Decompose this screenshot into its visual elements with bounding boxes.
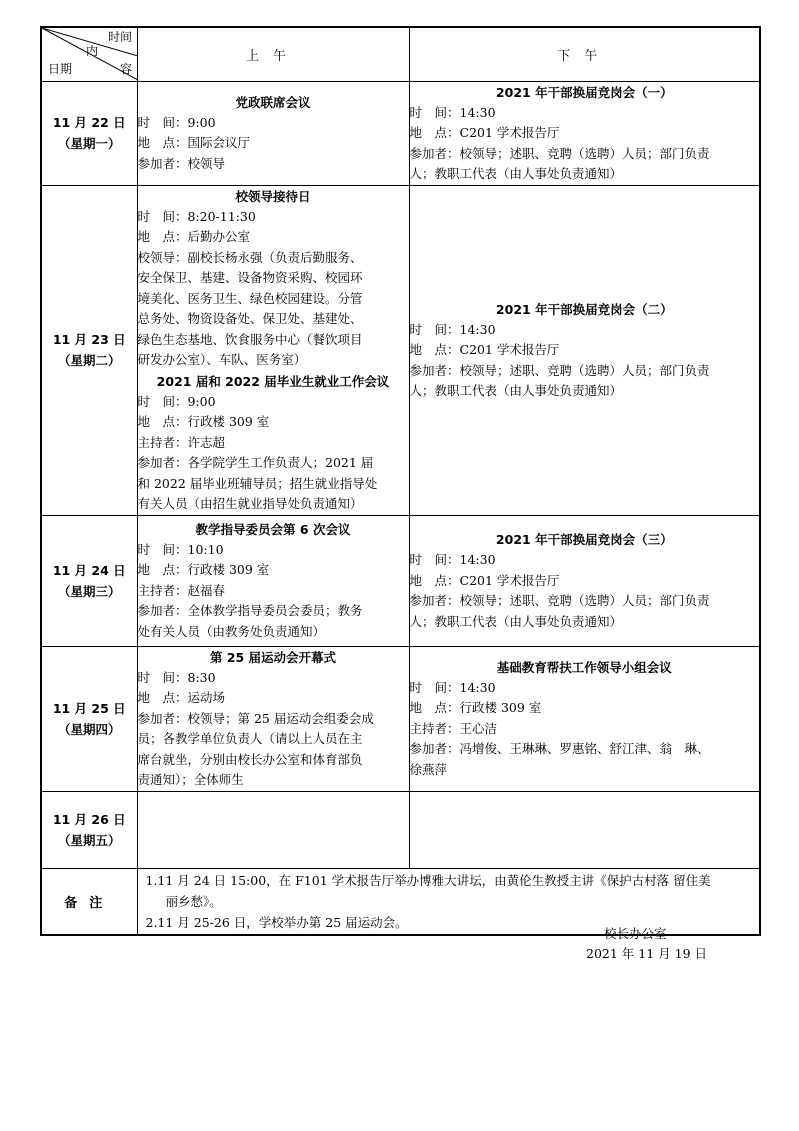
day-weekday: （星期五）: [57, 832, 121, 848]
event-detail-line: 时 间：9:00: [137, 114, 216, 130]
event-detail-line: 总务处、物资设备处、保卫处、基建处、: [137, 311, 363, 326]
afternoon-cell: [409, 646, 760, 791]
event-detail-line: 时 间：10:10: [137, 541, 224, 557]
corner-content-label-2: 容: [120, 62, 133, 77]
event-detail-line: 和 2022 届毕业班辅导员；招生就业指导处: [137, 475, 378, 491]
event-detail-line: 时 间：9:00: [137, 393, 216, 409]
event-detail-line: 地 点：C201 学术报告厅: [409, 572, 560, 588]
day-weekday: （星期一）: [57, 136, 121, 151]
footer-office: 校长办公室: [604, 926, 667, 941]
event-detail-line: 地 点：运动场: [137, 690, 226, 705]
day-label-cell: [41, 791, 137, 868]
corner-content-label-1: 内: [86, 44, 99, 59]
event-title: 2021 年干部换届竞岗会（二）: [495, 301, 673, 317]
notes-label: 备注: [41, 868, 137, 935]
event-detail-line: 地 点：后勤办公室: [137, 229, 251, 244]
day-row: [41, 515, 760, 646]
event: [138, 92, 409, 175]
event-detail-line: 员；各教学单位负责人（请以上人员在主: [137, 731, 363, 746]
morning-cell: [137, 185, 409, 515]
event-detail-line: 地 点：C201 学术报告厅: [409, 342, 560, 357]
event-detail-line: 处有关人员（由教务处负责通知）: [137, 623, 326, 639]
day-label-cell: [41, 646, 137, 791]
event-title: 教学指导委员会第 6 次会议: [195, 521, 351, 537]
event: [138, 647, 409, 791]
day-weekday: （星期三）: [57, 583, 121, 599]
event-detail-line: 地 点：行政楼 309 室: [409, 700, 542, 716]
header-row: [41, 27, 760, 81]
day-date: 11 月 22 日: [52, 115, 126, 130]
event-detail-line: 参加者：全体教学指导委员会委员；教务: [137, 603, 363, 619]
day-weekday: （星期二）: [57, 353, 121, 368]
event: [138, 519, 409, 643]
afternoon-cell: [409, 515, 760, 646]
event-title: 校领导接待日: [235, 188, 311, 204]
day-label-cell: [41, 185, 137, 515]
event-detail-line: 人；教职工代表（由人事处负责通知）: [409, 613, 623, 629]
corner-date-label: 日期: [48, 62, 73, 77]
morning-cell: [137, 81, 409, 185]
event-detail-line: 安全保卫、基建、设备物资采购、校园环: [137, 270, 363, 285]
event-detail-line: 参加者：校领导；述职、竞聘（选聘）人员；部门负责: [409, 145, 710, 161]
event-detail-line: 责通知）；全体师生: [137, 772, 244, 787]
day-label-cell: [41, 515, 137, 646]
day-date: 11 月 23 日: [52, 332, 126, 347]
event-detail-line: 参加者：校领导；第 25 届运动会组委会成: [137, 710, 374, 726]
event-detail-line: 地 点：C201 学术报告厅: [409, 125, 560, 140]
event: [410, 657, 760, 781]
event: [410, 299, 760, 402]
morning-header: 上午: [137, 27, 409, 81]
day-date: 11 月 24 日: [52, 562, 126, 578]
event-detail-line: 研发办公室）、车队、医务室）: [137, 352, 307, 367]
event-detail-line: 徐燕萍: [409, 761, 448, 777]
schedule-table: [40, 26, 761, 936]
header-corner-cell: [41, 27, 137, 81]
morning-cell: [137, 515, 409, 646]
event-detail-line: 主持者：赵福春: [137, 582, 226, 598]
event-detail-line: 时 间：14:30: [409, 104, 496, 120]
day-date: 11 月 26 日: [52, 811, 126, 827]
event-detail-line: 时 间：14:30: [409, 679, 496, 695]
event-detail-line: 时 间：14:30: [409, 552, 496, 567]
morning-cell: [137, 791, 409, 868]
event-detail-line: 参加者：校领导；述职、竞聘（选聘）人员；部门负责: [409, 593, 710, 608]
event-detail-line: 席台就坐，分别由校长办公室和体育部负: [137, 751, 363, 767]
day-row: [41, 791, 760, 868]
event-title: 党政联席会议: [235, 94, 311, 110]
event-detail-line: 地 点：行政楼 309 室: [137, 414, 270, 429]
event-detail-line: 时 间：14:30: [409, 321, 496, 337]
corner-time-label: 时间: [108, 30, 133, 45]
event-detail-line: 境美化、医务卫生、绿色校园建设。分管: [137, 290, 363, 306]
event-detail-line: 参加者：冯增俊、王琳琳、罗惠铭、舒江津、翁 琳、: [409, 741, 710, 757]
event-detail-line: 时 间：8:30: [137, 669, 216, 685]
event-title: 2021 届和 2022 届毕业生就业工作会议: [156, 373, 390, 389]
event-detail-line: 人；教职工代表（由人事处负责通知）: [409, 166, 623, 181]
event-detail-line: 主持者：许志超: [137, 434, 226, 450]
afternoon-cell: [409, 185, 760, 515]
event: [410, 82, 760, 185]
event: [138, 186, 409, 371]
event-detail-line: 参加者：各学院学生工作负责人；2021 届: [137, 455, 374, 470]
event-detail-line: 地 点：国际会议厅: [137, 135, 251, 151]
note-line: 2.11 月 25-26 日，学校举办第 25 届运动会。: [145, 914, 408, 930]
footer-date: 2021 年 11 月 19 日: [586, 946, 707, 961]
event-detail-line: 参加者：校领导: [137, 155, 226, 171]
notes-cell: [137, 868, 760, 935]
day-date: 11 月 25 日: [52, 700, 126, 716]
event-title: 基础教育帮扶工作领导小组会议: [496, 659, 672, 675]
event-detail-line: 人；教职工代表（由人事处负责通知）: [409, 383, 623, 398]
day-row: [41, 646, 760, 791]
afternoon-cell: [409, 81, 760, 185]
event-detail-line: 主持者：王心洁: [409, 720, 498, 736]
day-row: [41, 81, 760, 185]
event-detail-line: 有关人员（由招生就业指导处负责通知）: [137, 496, 363, 511]
note-line-continued: 丽乡愁》。: [165, 893, 222, 909]
event-detail-line: 时 间：8:20-11:30: [137, 208, 256, 224]
event-title: 2021 年干部换届竞岗会（三）: [495, 532, 673, 547]
day-row: [41, 185, 760, 515]
event-detail-line: 参加者：校领导；述职、竞聘（选聘）人员；部门负责: [409, 362, 710, 378]
note-line: 1.11 月 24 日 15:00，在 F101 学术报告厅举办博雅大讲坛，由黄伦生教授主讲《保护古村落 留住美: [145, 872, 711, 888]
morning-cell: [137, 646, 409, 791]
day-weekday: （星期四）: [57, 721, 121, 737]
day-label-cell: [41, 81, 137, 185]
afternoon-header: 下午: [409, 27, 760, 81]
event-title: 第 25 届运动会开幕式: [209, 649, 337, 665]
event: [138, 371, 409, 515]
note-item: [138, 870, 760, 912]
event-detail-line: 地 点：行政楼 309 室: [137, 562, 270, 578]
event-title: 2021 年干部换届竞岗会（一）: [495, 84, 673, 100]
event-detail-line: 校领导：副校长杨永强（负责后勤服务、: [137, 249, 363, 265]
event-detail-line: 绿色生态基地、饮食服务中心（餐饮项目: [137, 331, 363, 347]
event: [410, 529, 760, 632]
afternoon-cell: [409, 791, 760, 868]
